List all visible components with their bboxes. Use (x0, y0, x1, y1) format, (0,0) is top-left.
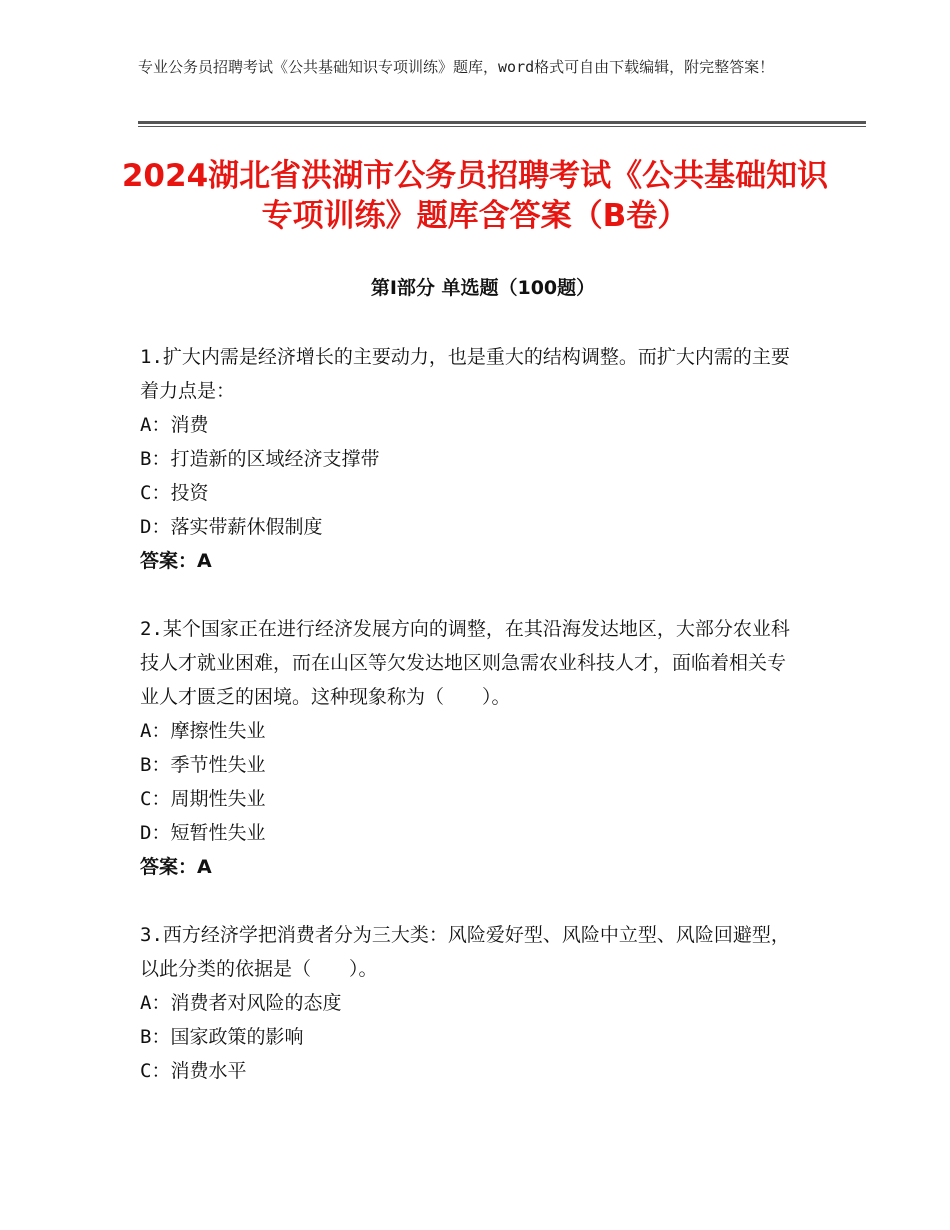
question-stem: 3.西方经济学把消费者分为三大类：风险爱好型、风险中立型、风险回避型，以此分类的依据是（ ）。 (140, 924, 790, 980)
header-divider (138, 121, 866, 124)
option-c: C：消费水平 (140, 1060, 247, 1082)
question-1 (140, 340, 800, 578)
answer: 答案：A (140, 550, 212, 572)
option-c: C：周期性失业 (140, 788, 266, 810)
header-note: 专业公务员招聘考试《公共基础知识专项训练》题库，word格式可自由下载编辑，附完整答案！ (138, 58, 775, 76)
section-heading: 第Ⅰ部分 单选题（100题） (370, 277, 596, 299)
answer: 答案：A (140, 856, 212, 878)
question-list (140, 340, 800, 1122)
option-b: B：季节性失业 (140, 754, 266, 776)
document-title: 2024湖北省洪湖市公务员招聘考试《公共基础知识专项训练》题库含答案（B卷） (121, 158, 829, 234)
question-stem: 1.扩大内需是经济增长的主要动力，也是重大的结构调整。而扩大内需的主要着力点是： (140, 346, 790, 402)
question-3 (140, 918, 800, 1088)
header-divider-thin (138, 126, 866, 127)
option-b: B：国家政策的影响 (140, 1026, 304, 1048)
option-d: D：短暂性失业 (140, 822, 266, 844)
option-a: A：摩擦性失业 (140, 720, 266, 742)
option-d: D：落实带薪休假制度 (140, 516, 323, 538)
question-2 (140, 612, 800, 884)
option-a: A：消费 (140, 414, 209, 436)
option-c: C：投资 (140, 482, 209, 504)
option-b: B：打造新的区域经济支撑带 (140, 448, 380, 470)
question-stem: 2.某个国家正在进行经济发展方向的调整，在其沿海发达地区，大部分农业科技人才就业困难，而在山区等欠发达地区则急需农业科技人才，面临着相关专业人才匮乏的困境。这种现象称为（ ）。 (140, 618, 790, 708)
option-a: A：消费者对风险的态度 (140, 992, 342, 1014)
